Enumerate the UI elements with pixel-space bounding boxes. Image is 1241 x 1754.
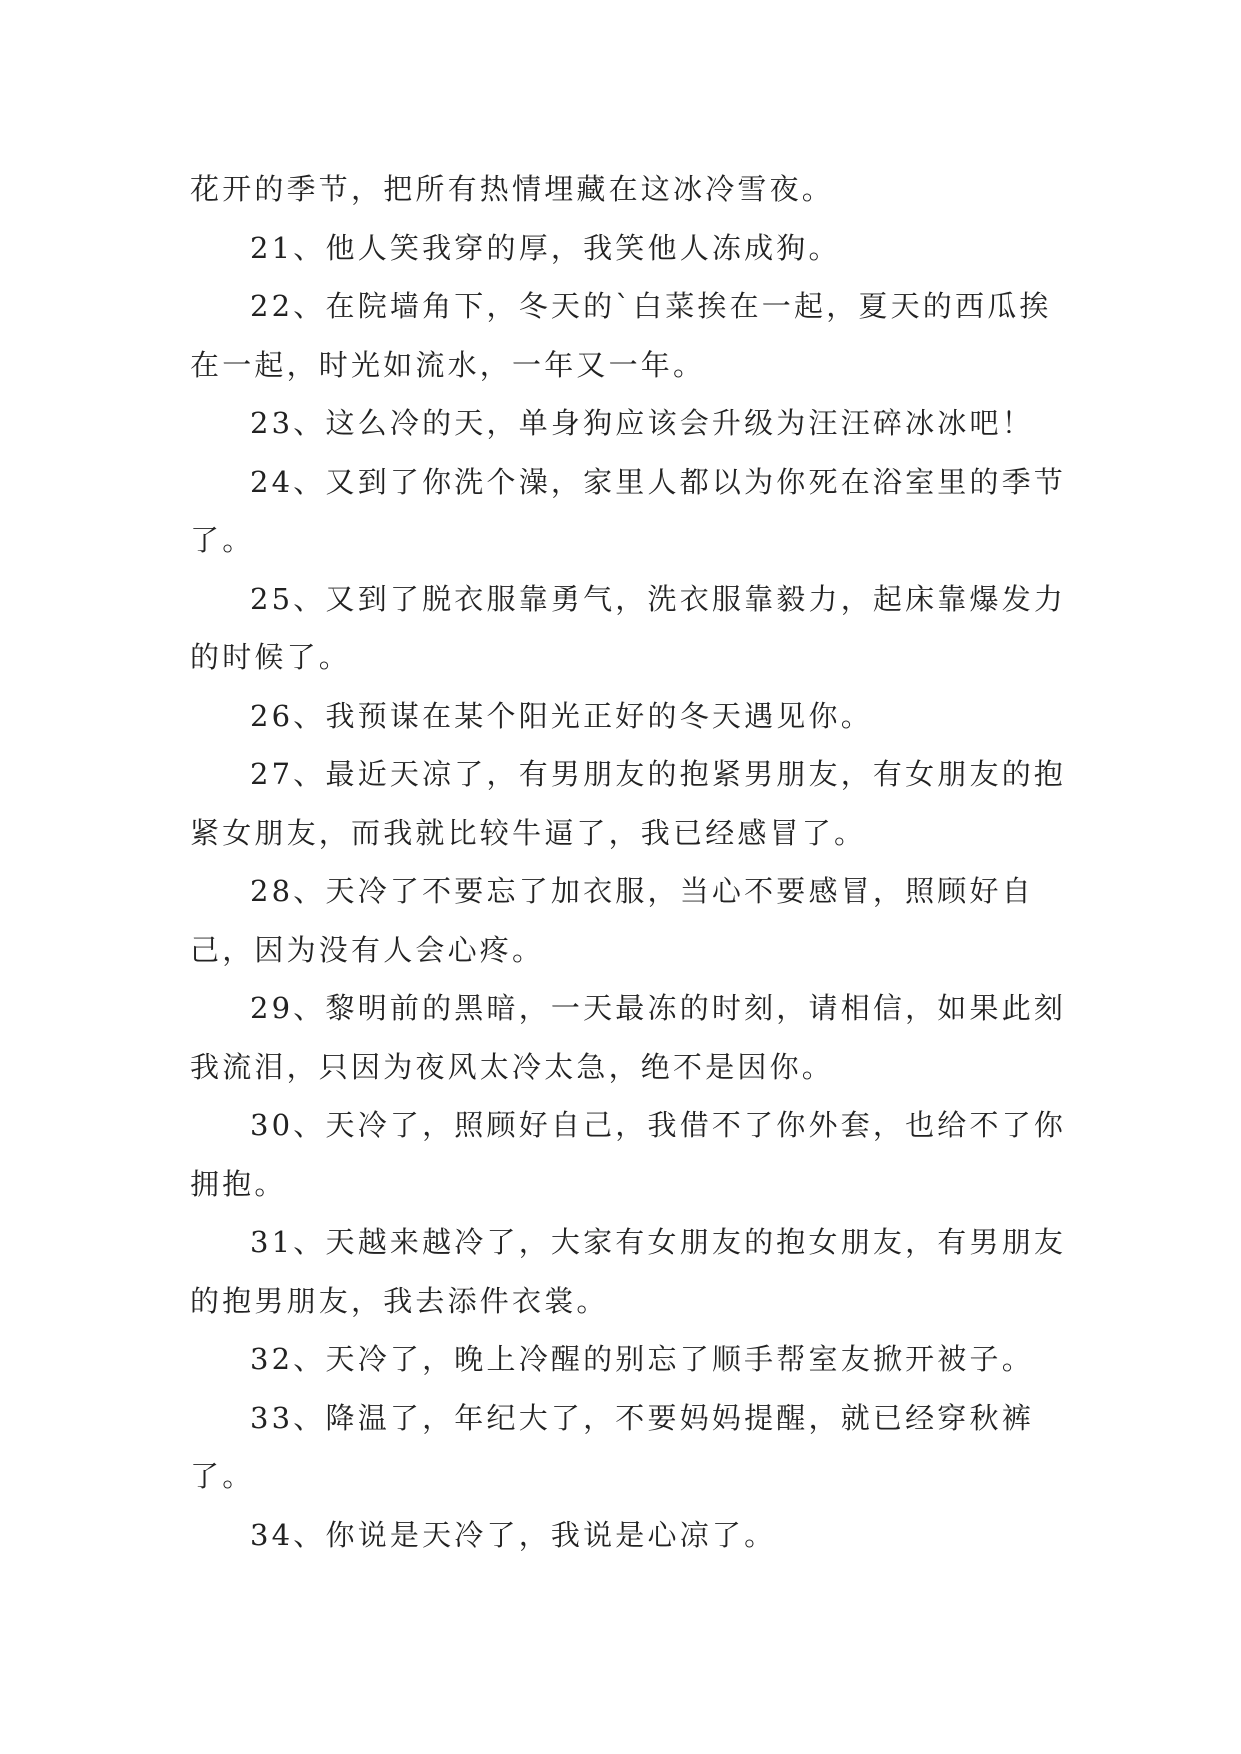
- paragraph-33: 33、降温了，年纪大了，不要妈妈提醒，就已经穿秋裤了。: [190, 1400, 1034, 1493]
- paragraph-29: 29、黎明前的黑暗，一天最冻的时刻，请相信，如果此刻我流泪，只因为夜风太冷太急，绝不是因你。: [190, 991, 1067, 1084]
- paragraph-32: 32、天冷了，晚上冷醒的别忘了顺手帮室友掀开被子。: [250, 1342, 1034, 1376]
- paragraph-31: 31、天越来越冷了，大家有女朋友的抱女朋友，有男朋友的抱男朋友，我去添件衣裳。: [190, 1225, 1067, 1318]
- paragraph-26: 26、我预谋在某个阳光正好的冬天遇见你。: [250, 698, 873, 733]
- paragraph-34: 34、你说是天冷了，我说是心凉了。: [250, 1517, 777, 1552]
- paragraph-21: 21、他人笑我穿的厚，我笑他人冻成狗。: [250, 230, 841, 265]
- paragraph-22: 22、在院墙角下，冬天的`白菜挨在一起，夏天的西瓜挨在一起，时光如流水，一年又一年。: [190, 289, 1052, 382]
- paragraph-continuation: 花开的季节，把所有热情埋藏在这冰冷雪夜。: [190, 172, 835, 206]
- paragraph-25: 25、又到了脱衣服靠勇气，洗衣服靠毅力，起床靠爆发力的时候了。: [190, 581, 1067, 674]
- paragraph-30: 30、天冷了，照顾好自己，我借不了你外套，也给不了你拥抱。: [190, 1108, 1067, 1201]
- document-body: [190, 160, 1070, 1564]
- paragraph-24: 24、又到了你洗个澡，家里人都以为你死在浴室里的季节了。: [190, 464, 1067, 557]
- paragraph-27: 27、最近天凉了，有男朋友的抱紧男朋友，有女朋友的抱紧女朋友，而我就比较牛逼了，我已经感冒了。: [190, 757, 1067, 850]
- paragraph-23: 23、这么冷的天，单身狗应该会升级为汪汪碎冰冰吧！: [250, 406, 1034, 440]
- paragraph-28: 28、天冷了不要忘了加衣服，当心不要感冒，照顾好自己，因为没有人会心疼。: [190, 874, 1034, 967]
